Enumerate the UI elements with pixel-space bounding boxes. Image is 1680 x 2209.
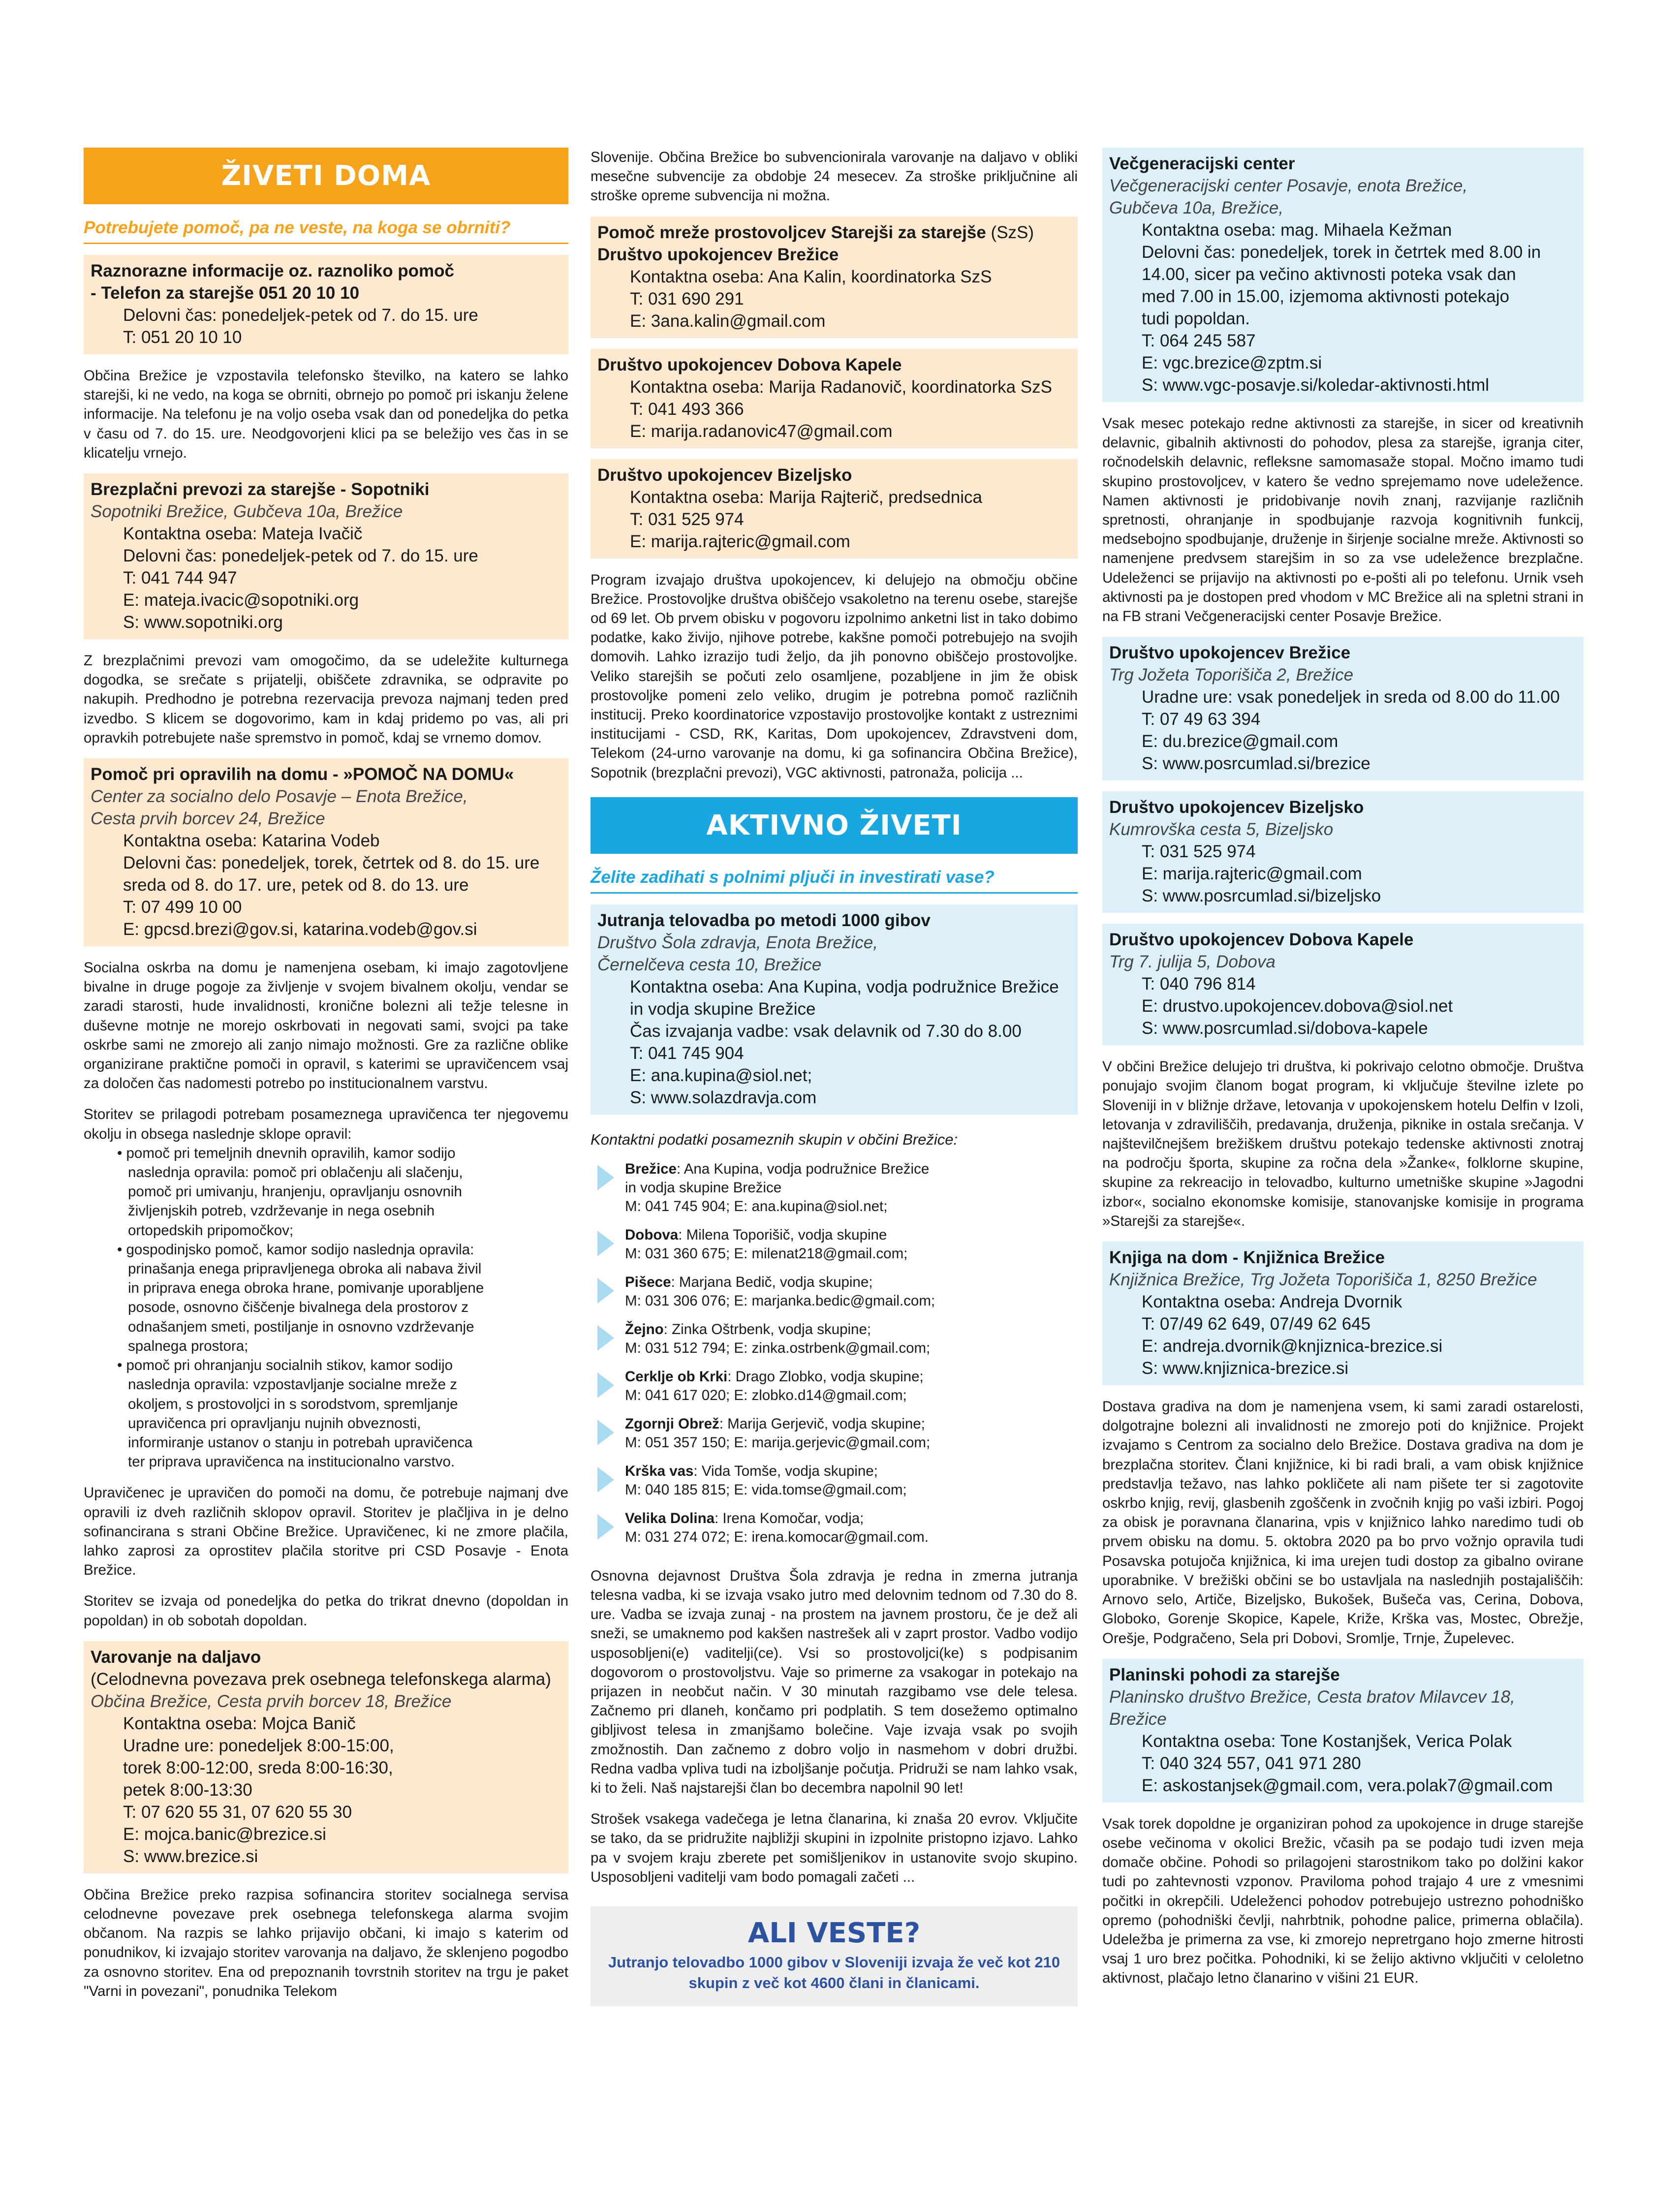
box-line: Delovni čas: ponedeljek, torek in četrtek med 8.00 in [1142,243,1541,262]
bullet-line: odnašanjem smeti, postiljanje in osnovno vzdrževanje [128,1318,474,1335]
box-line: S: www.knjiznica-brezice.si [1142,1359,1349,1378]
bullet-line: posode, osnovno čiščenje bivalnega dela prostorov z [128,1299,469,1316]
box-title: Društvo upokojencev Dobova Kapele [1109,930,1414,950]
box-line: E: marija.rajteric@gmail.com [630,531,850,551]
box-title: Varovanje na daljavo [91,1647,261,1667]
bullet-item: • gospodinjsko pomoč, kamor sodijo naslednja opravila: [117,1241,474,1258]
box-title: Brezplačni prevozi za starejše - Sopotniki [91,480,430,499]
box-title: Pomoč mreže prostovoljcev Starejši za starejše [597,222,986,242]
group-text: : Drago Zlobko, vodja skupine; [727,1368,924,1385]
box-line: T: 07/49 62 649, 07/49 62 645 [1142,1314,1371,1334]
triangle-bullet-icon [597,1278,614,1304]
box-line: tudi popoldan. [1142,309,1250,328]
bullet-line: spalnega prostora; [128,1338,249,1354]
box-line: E: drustvo.upokojencev.dobova@siol.net [1142,996,1453,1016]
box-line: Uradne ure: ponedeljek 8:00-15:00, [123,1736,394,1755]
box-subtitle: Černelčeva cesta 10, Brežice [597,955,822,974]
paragraph: Socialna oskrba na domu je namenjena osebam, ki imajo zagotovljene bivalne in druge pogoje za življenje v svojem bivalnem okolju, vendar se zaradi starosti, hude invalidnosti, kronične bolezni ali težje telesne in duševne motnje ne morejo oskrbovati in negovati sami, svojci pa take oskrbe sami ne zmorejo ali zanjo nimajo možnosti. Gre za različne oblike organizirane praktične pomoči in opravil, s katerimi se upravičencem vsaj za določen čas nadomesti potrebo po institucionalnem varstvu. [84,960,568,1092]
box-line: S: www.posrcumlad.si/dobova-kapele [1142,1019,1428,1038]
box-line: T: 064 245 587 [1142,331,1256,350]
box-line: E: marija.rajteric@gmail.com [1142,864,1362,884]
box-line: Kontaktna oseba: Marija Rajterič, predsednica [630,487,982,507]
box-subtitle: Trg Jožeta Toporišiča 2, Brežice [1109,665,1354,685]
list-item [591,1320,1078,1358]
bullet-line: življenjskih potreb, vzdrževanje in nega osebnih [128,1203,435,1219]
box-line: T: 07 49 63 394 [1142,710,1261,729]
group-text: : Marjana Bedič, vodja skupine; [671,1274,873,1290]
group-name: Žejno [625,1321,664,1338]
bullet-line: ortopedskih pripomočkov; [128,1222,294,1239]
paragraph: Storitev se izvaja od ponedeljka do petka do trikrat dnevno (dopoldan in popoldan) in ob sobotah dopoldan. [84,1593,568,1629]
bullet-line: pomoč pri umivanju, hranjenju, opravljanju osnovnih [128,1183,462,1200]
box-line: Delovni čas: ponedeljek-petek od 7. do 15. ure [123,306,478,325]
paragraph: Upravičenec je upravičen do pomoči na domu, če potrebuje najmanj dve opravili iz dveh različnih sklopov opravil. Storitev je plačljiva in je delno sofinancirana s strani Občine Brežice. Upravičenec, ki ne zmore plačila, lahko zaprosi za oprostitev plačila storitve pri CSD Posavje - Enota Brežice. [84,1485,568,1579]
paragraph: Občina Brežice preko razpisa sofinancira storitev socialnega servisa celodnevne povezave prek osebnega telefonskega alarma svojim občanom. Na razpis se lahko prijavijo občani, ki imajo s katerim od ponudnikov, ki izvajajo storitev varovanja na daljavo, že sklenjeno pogodbo za osnovno storitev. Ena od prepoznanih tovrstnih storitev na trgu je paket "Varni in povezani", ponudnika Telekom [84,1886,568,1999]
group-name: Velika Dolina [625,1510,715,1526]
column-right [1102,148,1584,1988]
box-line: sreda od 8. do 17. ure, petek od 8. do 13. ure [123,875,469,895]
bullet-line: okoljem, s prostovoljci in s sorodstvom, spremljanje [128,1396,458,1412]
box-line: E: 3ana.kalin@gmail.com [630,311,826,331]
box-title: Planinski pohodi za starejše [1109,1665,1340,1684]
triangle-bullet-icon [597,1420,614,1445]
info-box-szs [591,217,1078,338]
box-title: Društvo upokojencev Bizeljsko [597,465,852,485]
box-line: S: www.sopotniki.org [123,613,283,632]
box-line: S: www.brezice.si [123,1846,258,1866]
box-line: Kontaktna oseba: mag. Mihaela Kežman [1142,220,1452,240]
box-line: Kontaktna oseba: Marija Radanovič, koordinatorka SzS [630,377,1052,397]
box-subtitle: Cesta prvih borcev 24, Brežice [91,809,325,829]
info-box-vgc [1102,148,1584,402]
box-line: Kontaktna oseba: Andreja Dvornik [1142,1292,1402,1312]
box-line: Kontaktna oseba: Mojca Banič [123,1713,356,1733]
list-item [591,1509,1078,1547]
group-text: : Vida Tomše, vodja skupine; [693,1462,878,1479]
paragraph: Vsak torek dopoldne je organiziran pohod za upokojence in druge starejše osebe večinoma v okolici Brežic, včasih pa se podajo tudi izven meja domače občine. Pohodi so prilagojeni starostnikom tako po dolžini kakor tudi po zahtevnosti vzponov. Praviloma pohod trajajo 4 ure z vmesnimi počitki in okrepčili. Udeleženci pohodov potrebujejo ustrezno pohodniško opremo (pohodniški čevlji, nahrbtnik, pohodne palice, primerna oblačila). Udeležba je primerna za vse, ki zmorejo nepretrgano hojo zmerne hitrosti vsaj 1 uro brez počitka. Pohodniki, ki se želijo aktivno vključiti v celoletno aktivnost, plačajo letno članarino v višini 21 EUR. [1102,1815,1584,1987]
info-box-du-brezice [1102,637,1584,780]
box-line: in vodja skupine Brežice [630,999,816,1019]
box-line: torek 8:00-12:00, sreda 8:00-16:30, [123,1758,393,1777]
box-subtitle: Večgeneracijski center Posavje, enota Brežice, [1109,176,1468,195]
box-line: Čas izvajanja vadbe: vsak delavnik od 7.30 do 8.00 [630,1021,1022,1041]
group-text: : Milena Toporišič, vodja skupine [678,1226,887,1243]
box-line: petek 8:00-13:30 [123,1780,252,1800]
triangle-bullet-icon [597,1165,614,1190]
box-title: Društvo upokojencev Bizeljsko [1109,798,1364,817]
box-line: E: andreja.dvornik@knjiznica-brezice.si [1142,1337,1443,1356]
paragraph: Strošek vsakega vadečega je letna članarina, ki znaša 20 evrov. Vključite se tako, da se pridružite najbližji skupini in izpolnite pristopno izjavo. Lahko pa v svojem kraju zberete pet somišljenikov in ustanovite svojo skupino. Usposobljeni vaditelji vam bodo pomagali začeti ... [591,1811,1078,1885]
group-text: M: 031 306 076; E: marjanka.bedic@gmail.com; [625,1292,935,1309]
info-box-telefon [84,255,568,354]
box-line: E: vgc.brezice@zptm.si [1142,353,1322,373]
box-line: T: 07 499 10 00 [123,898,242,917]
box-subtitle: Kumrovška cesta 5, Bizeljsko [1109,820,1334,840]
box-line: E: gpcsd.brezi@gov.si, katarina.vodeb@gov.si [123,920,477,939]
column-middle [591,148,1078,2006]
bullet-line: in priprava enega obroka hrane, pomivanje uporabljene [128,1280,484,1297]
info-box-du-dobova [591,349,1078,448]
box-line: E: mojca.banic@brezice.si [123,1824,326,1844]
paragraph: Dostava gradiva na dom je namenjena vsem, ki sami zaradi ostarelosti, dolgotrajne bolezni ali invalidnosti ne zmorejo poti do knjižnice. Projekt izvajamo s Centrom za socialno delo Brežice. Dostava gradiva na dom je brezplačna storitev. Člani knjižnice, ki bi radi brali, a vam obisk knjižnice predstavlja težavo, nas lahko pokličete ali nam pišete ter si zagotovite oskrbo knjig, revij, glasbenih zgoščenk in zvočnih knjig po vaši izbiri. Pogoj za obisk je poravnana članarina, vpis v knjižnico lahko naredimo tudi ob prvem obisku na domu. 5. oktobra 2020 pa bo prvo vožnjo opravila tudi Posavska potujoča knjižnica, ki ima urejen tudi dostop za gibalno ovirane uporabnike. V brežiški občini se bo ustavljala na naslednjih postajališčih: Arnovo selo, Artiče, Bizeljsko, Bukošek, Bušeča vas, Cerina, Dobova, Globoko, Gorenje Skopice, Kapele, Križe, Krška vas, Mostec, Obrežje, Orešje, Podgračeno, Sela pri Dobovi, Sromlje, Trnje, Župelevec. [1102,1399,1584,1647]
list-item [591,1273,1078,1310]
list-item [591,1160,1078,1216]
paragraph: Vsak mesec potekajo redne aktivnosti za starejše, in sicer od kreativnih delavnic, gibalnih aktivnosti do pohodov, plesa za starejše, igranja citer, ročnodelskih delavnic, refleksne samomasaže stopal. Močno imamo tudi skupino prostovoljcev, v katero še vedno sprejemamo nove udeležence. Namen aktivnosti je pridobivanje novih znanj, razvijanje različnih spretnosti, ohranjanje in spodbujanje razvoja kognitivnih funkcij, medsebojno spodbujanje, druženje in širjenje socialne mreže. Aktivnosti so namenjene predvsem starejšim in so za vse udeležence brezplačne. Udeleženci se prijavijo na aktivnosti po e-pošti ali po telefonu. Urnik vseh aktivnosti pa je dostopen pred vhodom v MC Brežice ali na spletni strani in na FB strani Večgeneracijski center Posavje Brežice. [1102,415,1584,625]
bullet-item: • pomoč pri ohranjanju socialnih stikov, kamor sodijo [117,1357,453,1374]
ali-veste-title: ALI VESTE? [747,1917,921,1950]
box-line: T: 031 525 974 [630,509,744,529]
bullet-line: informiranje ustanov o stanju in potrebah upravičenca [128,1434,473,1451]
info-box-du-bizeljsko [1102,791,1584,913]
section-question: Potrebujete pomoč, pa ne veste, na koga se obrniti? [84,216,568,244]
group-text: : Zinka Oštrbenk, vodja skupine; [663,1321,871,1338]
box-line: T: 041 744 947 [123,568,237,588]
box-line: E: askostanjsek@gmail.com, vera.polak7@gmail.com [1142,1775,1553,1795]
paragraph: Program izvajajo društva upokojencev, ki delujejo na območju občine Brežice. Prostovoljke društva obiščejo vsakoletno na terenu osebe, starejše od 69 let. Ob prvem obisku v pogovoru izpolnimo anketni list in tako dobimo podatke, kako živijo, njihove potrebe, kakšne pomoči potrebujejo na svojih domovih. Lahko izrazijo tudi željo, da jih ponovno obiščejo prostovoljke. Veliko starejših se počuti zelo osamljene, pozabljene in jim že obisk prostovoljke pomeni zelo veliko, drugim je potrebna pomoč različnih institucij. Preko koordinatorice vzpostavijo prostovoljke kontakt z ustreznimi institucijami - CSD, RK, Karitas, Dom upokojencev, Zdravstveni dom, Telekom (24-urno varovanje na domu, ki ga sofinancira Občina Brežice), Sopotnik (brezplačni prevozi), VGC aktivnosti, patronaža, policija ... [591,571,1078,781]
bullet-line: naslednja opravila: vzpostavljanje socialne mreže z [128,1376,458,1393]
box-line: Kontaktna oseba: Katarina Vodeb [123,831,380,851]
box-title: - Telefon za starejše 051 20 10 10 [91,283,360,303]
box-subtitle: Trg 7. julija 5, Dobova [1109,952,1276,972]
group-name: Cerklje ob Krki [625,1368,728,1385]
box-subtitle: Planinsko društvo Brežice, Cesta bratov Milavcev 18, Brežice [1109,1687,1515,1729]
triangle-bullet-icon [597,1467,614,1493]
box-title: Jutranja telovadba po metodi 1000 gibov [597,910,931,930]
box-line: E: du.brezice@gmail.com [1142,732,1338,751]
group-text: : Irena Komočar, vodja; [715,1510,864,1526]
groups-intro: Kontaktni podatki posameznih skupin v občini Brežice: [591,1130,958,1148]
group-text: M: 040 185 815; E: vida.tomse@gmail.com; [625,1481,907,1498]
paragraph: Storitev se prilagodi potrebam posameznega upravičenca ter njegovemu okolju in obsega naslednje sklope opravil: [84,1106,568,1142]
bullet-line: ter priprava upravičenca na institucionalno varstvo. [128,1454,455,1470]
info-box-planinski-pohodi [1102,1659,1584,1803]
group-text: M: 031 360 675; E: milenat218@gmail.com; [625,1245,908,1262]
list-item [591,1226,1078,1263]
box-title: Pomoč pri opravilih na domu - »POMOČ NA DOMU« [91,765,514,784]
group-name: Zgornji Obrež [625,1415,719,1432]
info-box-du-bizeljsko [591,459,1078,559]
triangle-bullet-icon [597,1231,614,1256]
paragraph: Z brezplačnimi prevozi vam omogočimo, da se udeležite kulturnega dogodka, se srečate s prijatelji, obiščete zdravnika, se odpravite po nakupih. Predhodno je potrebna rezervacija prevoza najmanj teden pred izvedbo. S klicem se dogovorimo, kam in kdaj pridemo po vas, ali pri opravkih potrebujete naše spremstvo in pomoč, kdaj se vrnemo domov. [84,653,568,746]
box-subtitle: Gubčeva 10a, Brežice, [1109,198,1284,218]
box-title: Raznorazne informacije oz. raznoliko pomoč [91,261,455,280]
ali-veste-text: Jutranjo telovadbo 1000 gibov v Sloveniji izvaja že več kot 210 skupin z več kot 4600 člani in članicami. [608,1954,1060,1992]
box-line: Delovni čas: ponedeljek, torek, četrtek od 8. do 15. ure [123,853,540,873]
triangle-bullet-icon [597,1514,614,1540]
box-line: Uradne ure: vsak ponedeljek in sreda od 8.00 do 11.00 [1142,687,1560,707]
box-title: Društvo upokojencev Brežice [597,245,839,264]
box-title: Društvo upokojencev Brežice [1109,643,1351,663]
group-text: M: 041 617 020; E: zlobko.d14@gmail.com; [625,1387,907,1403]
box-subtitle: Društvo Šola zdravja, Enota Brežice, [597,933,878,952]
box-line: Kontaktna oseba: Mateja Ivačič [123,524,363,544]
triangle-bullet-icon [597,1372,614,1398]
box-line: T: 07 620 55 31, 07 620 55 30 [123,1802,352,1822]
paragraph-with-bullets [84,1105,568,1471]
box-line: E: mateja.ivacic@sopotniki.org [123,591,359,610]
box-line: T: 041 745 904 [630,1043,744,1063]
group-text: M: 041 745 904; E: ana.kupina@siol.net; [625,1198,888,1214]
ali-veste-box [591,1906,1078,2006]
box-line: Kontaktna oseba: Ana Kupina, vodja podružnice Brežice [630,977,1059,996]
group-text: M: 051 357 150; E: marija.gerjevic@gmail.com; [625,1434,931,1451]
group-name: Krška vas [625,1462,694,1479]
box-subtitle: Center za socialno delo Posavje – Enota Brežice, [91,787,468,807]
info-box-sopotniki [84,473,568,639]
section-header-aktivno-ziveti: AKTIVNO ŽIVETI [591,797,1078,854]
box-title-secondary: (Celodnevna povezava prek osebnega telefonskega alarma) [91,1669,551,1689]
box-line: Delovni čas: ponedeljek-petek od 7. do 15. ure [123,546,478,566]
box-title: Društvo upokojencev Dobova Kapele [597,355,902,374]
box-subtitle: Občina Brežice, Cesta prvih borcev 18, Brežice [91,1691,452,1711]
box-line: S: www.posrcumlad.si/bizeljsko [1142,886,1381,906]
info-box-du-dobova [1102,924,1584,1045]
group-text: : Ana Kupina, vodja podružnice Brežice [676,1160,930,1177]
box-line: Kontaktna oseba: Tone Kostanjšek, Verica Polak [1142,1731,1512,1751]
box-line: T: 031 525 974 [1142,842,1256,862]
box-line: med 7.00 in 15.00, izjemoma aktivnosti potekajo [1142,287,1510,306]
box-line: S: www.vgc-posavje.si/koledar-aktivnosti.html [1142,375,1490,395]
bullet-line: prinašanja enega pripravljenega obroka ali nabava živil [128,1261,482,1277]
group-text: in vodja skupine Brežice [625,1179,782,1196]
list-item [591,1415,1078,1452]
column-zivet-doma [84,148,568,2001]
box-line: E: marija.radanovic47@gmail.com [630,421,893,441]
list-item [591,1462,1078,1499]
box-line: T: 040 796 814 [1142,974,1256,994]
group-name: Brežice [625,1160,677,1177]
paragraph: V občini Brežice delujejo tri društva, ki pokrivajo celotno območje. Društva ponujajo svojim članom bogat program, ki vključuje številne izlete po Sloveniji in v bližnje države, letovanja v upokojenskem hotelu Delfin v Izoli, letovanja v zdraviliščih, predavanja, druženja, piknike in ostala srečanja. V najštevilčnejšem brežiškem društvu potekajo tedenske aktivnosti znotraj na področju športa, skupine za ročna dela »Žanke«, folklorne skupine, skupine za rekreacijo in telovadbo, kulturno umetniške skupine »Jagodni izbor«, socialno ekonomske komisije, stanovanjske komisije in programa »Starejši za starejše«. [1102,1058,1584,1229]
info-box-varovanje [84,1641,568,1873]
box-subtitle: Knjižnica Brežice, Trg Jožeta Toporišiča 1, 8250 Brežice [1109,1270,1537,1290]
paragraph: Občina Brežice je vzpostavila telefonsko številko, na katero se lahko starejši, ki ne vedo, na koga se obrniti, obrnejo po pomoč pri iskanju želene informacije. Na telefonu je na voljo oseba vsak dan od ponedeljka do petka v času od 7. do 15. ure. Neodgovorjeni klici pa se beležijo ves čas in se klicatelju vrnejo. [84,368,568,461]
box-title: Knjiga na dom - Knjižnica Brežice [1109,1248,1385,1268]
group-name: Dobova [625,1226,679,1243]
info-box-1000-gibov [591,904,1078,1115]
box-line: T: 031 690 291 [630,289,744,309]
box-line: T: 041 493 366 [630,399,744,419]
group-name: Pišece [625,1274,671,1290]
box-line: 14.00, sicer pa večino aktivnosti poteka vsak dan [1142,265,1516,284]
box-line: S: www.posrcumlad.si/brezice [1142,754,1370,774]
box-line: E: ana.kupina@siol.net; [630,1065,812,1085]
box-line: Kontaktna oseba: Ana Kalin, koordinatorka SzS [630,267,992,286]
bullet-line: naslednja opravila: pomoč pri oblačenju ali slačenju, [128,1164,463,1181]
info-box-knjiga-na-dom [1102,1242,1584,1385]
group-text: M: 031 512 794; E: zinka.ostrbenk@gmail.com; [625,1339,931,1356]
box-title-suffix: (SzS) [986,222,1034,242]
group-text: : Marija Gerjevič, vodja skupine; [719,1415,925,1432]
box-title: Večgeneracijski center [1109,154,1295,173]
box-line: T: 051 20 10 10 [123,328,242,347]
paragraph: Osnovna dejavnost Društva Šola zdravja je redna in zmerna jutranja telesna vadba, ki se izvaja vsako jutro med delovnim tednom od 7.30 do 8. ure. Vadba se izvaja zunaj - na prostem na javnem prostoru, če je dež ali sneži, se umaknemo pod kakšen nastrešek ali v zaprt prostor. Vadbo vodijo usposobljeni(e) vaditelji(ce). Vsi so prostovoljci(ke) s podpisanim dogovorom o prostovoljstvu. Vaje so primerne za vsakogar in potekajo na prijazen in neobčut način. V 30 minutah razgibamo vse dele telesa. Začnemo pri dlaneh, končamo pri podplatih. S tem dosežemo optimalno gibljivost telesa in zmanjšamo bolečine. Vaje izvaja vsak po svojih zmožnostih. Dan začnemo z dobro voljo in nasmehom v dobri družbi. Redna vadba vpliva tudi na izboljšanje počutja. Pridruži se nam lahko vsak, ki to želi. Naš najstarejši član bo decembra napolnil 90 let! [591,1567,1078,1797]
paragraph: Slovenije. Občina Brežice bo subvencionirala varovanje na daljavo v obliki mesečne subvencije za obdobje 24 mesecev. Za stroške priključnine ali stroške opreme subvencija ni možna. [591,149,1078,204]
section-question: Želite zadihati s polnimi pljuči in investirati vase? [591,866,1078,894]
info-box-pomoc-na-domu [84,758,568,946]
box-line: S: www.solazdravja.com [630,1088,817,1107]
triangle-bullet-icon [597,1325,614,1351]
group-text: M: 031 274 072; E: irena.komocar@gmail.com. [625,1528,929,1545]
box-subtitle: Sopotniki Brežice, Gubčeva 10a, Brežice [91,502,403,522]
list-item [591,1368,1078,1405]
bullet-item: • pomoč pri temeljnih dnevnih opravilih, kamor sodijo [117,1145,456,1161]
section-header-ziveti-doma: ŽIVETI DOMA [84,148,568,204]
box-line: T: 040 324 557, 041 971 280 [1142,1753,1361,1773]
bullet-line: upravičenca pri opravljanju nujnih obveznosti, [128,1415,421,1431]
